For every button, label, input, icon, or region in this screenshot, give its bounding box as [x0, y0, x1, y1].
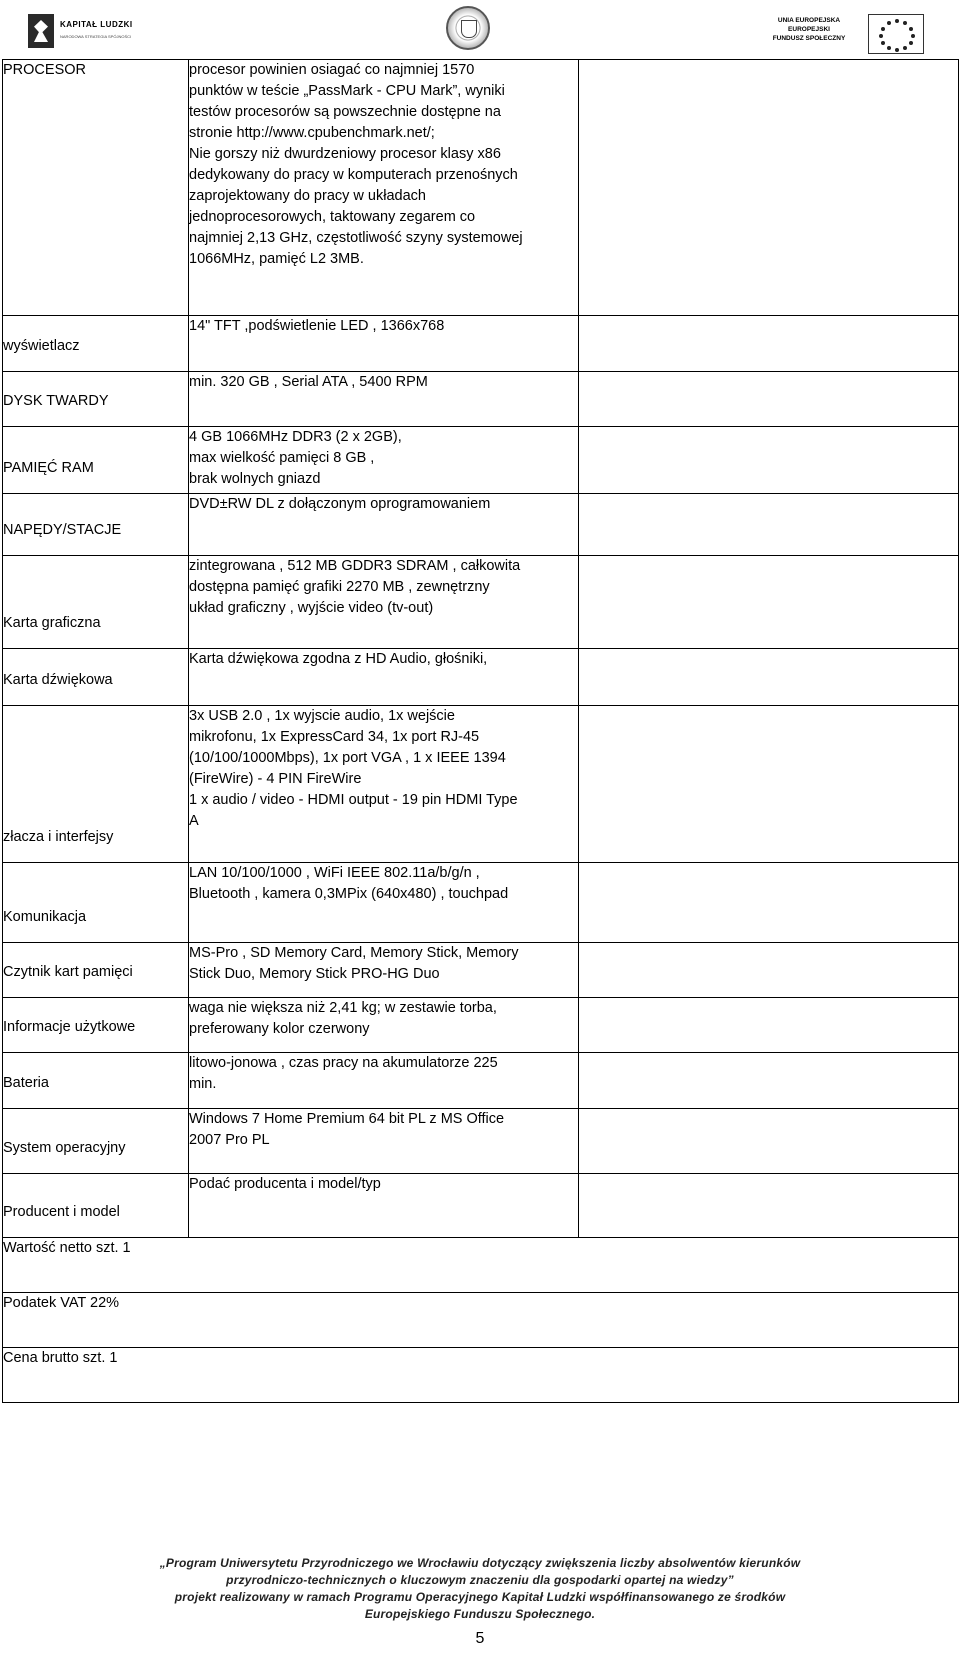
spec-value-line: 2007 Pro PL [189, 1132, 270, 1148]
spec-value [189, 863, 579, 943]
spec-value-line: 1066MHz, pamięć L2 3MB. [189, 251, 364, 267]
left-logo-subtitle: NARODOWA STRATEGIA SPÓJNOŚCI [60, 34, 132, 39]
spec-value-line: mikrofonu, 1x ExpressCard 34, 1x port RJ-45 [189, 729, 480, 745]
spec-label: PAMIĘĆ RAM [3, 427, 189, 494]
spec-value [189, 1174, 579, 1238]
spec-value [189, 427, 579, 494]
university-seal-icon [446, 6, 490, 50]
spec-label: Karta dźwiękowa [3, 649, 189, 706]
spec-value-line: Bluetooth , kamera 0,3MPix (640x480) , touchpad [189, 886, 509, 902]
spec-label: System operacyjny [3, 1109, 189, 1174]
summary-row [3, 1238, 959, 1293]
spec-value [189, 494, 579, 556]
offer-cell[interactable] [579, 427, 959, 494]
spec-label: złacza i interfejsy [3, 706, 189, 863]
summary-label: Wartość netto szt. 1 [3, 1240, 131, 1256]
kapital-ludzki-emblem-icon [28, 14, 54, 48]
spec-value-line: max wielkość pamięci 8 GB , [189, 450, 375, 466]
spec-label: Informacje użytkowe [3, 998, 189, 1053]
spec-row [3, 316, 959, 372]
offer-cell[interactable] [579, 316, 959, 372]
spec-value [189, 1109, 579, 1174]
summary-label: Podatek VAT 22% [3, 1295, 120, 1311]
offer-cell[interactable] [579, 706, 959, 863]
spec-value-line: 3x USB 2.0 , 1x wyjscie audio, 1x wejście [189, 708, 455, 724]
spec-row [3, 60, 959, 316]
spec-value-line: punktów w teście „PassMark - CPU Mark”, wyniki [189, 83, 505, 99]
spec-value-line: Windows 7 Home Premium 64 bit PL z MS Office [189, 1111, 505, 1127]
offer-cell[interactable] [579, 372, 959, 427]
spec-label: wyświetlacz [3, 316, 189, 372]
kapital-ludzki-logo [28, 14, 140, 52]
spec-label: Bateria [3, 1053, 189, 1109]
spec-value [189, 706, 579, 863]
spec-value-line: Podać producenta i model/typ [189, 1176, 381, 1192]
offer-cell[interactable] [579, 60, 959, 316]
spec-label: Czytnik kart pamięci [3, 943, 189, 998]
spec-row [3, 372, 959, 427]
spec-value-line: zintegrowana , 512 MB GDDR3 SDRAM , całkowita [189, 558, 521, 574]
summary-row [3, 1293, 959, 1348]
summary-label: Cena brutto szt. 1 [3, 1350, 118, 1366]
spec-row [3, 1109, 959, 1174]
spec-value-line: A [189, 813, 199, 829]
summary-row [3, 1348, 959, 1403]
spec-value-line: jednoprocesorowych, taktowany zegarem co [189, 209, 476, 225]
spec-value [189, 943, 579, 998]
spec-row [3, 1053, 959, 1109]
spec-value [189, 372, 579, 427]
footer-line: Europejskiego Funduszu Społecznego. [364, 1607, 596, 1621]
left-logo-title: KAPITAŁ LUDZKI [60, 20, 133, 29]
spec-row [3, 494, 959, 556]
spec-label: Komunikacja [3, 863, 189, 943]
spec-value-line: preferowany kolor czerwony [189, 1021, 370, 1037]
eu-logo-text: UNIA EUROPEJSKA EUROPEJSKI FUNDUSZ SPOŁECZNY [772, 17, 846, 42]
spec-value-line: najmniej 2,13 GHz, częstotliwość szyny systemowej [189, 230, 523, 246]
offer-cell[interactable] [579, 494, 959, 556]
summary-cell[interactable] [3, 1348, 959, 1403]
spec-row [3, 943, 959, 998]
spec-value [189, 1053, 579, 1109]
spec-value-line: Karta dźwiękowa zgodna z HD Audio, głośniki, [189, 651, 488, 667]
spec-value-line: testów procesorów są powszechnie dostępne na [189, 104, 501, 120]
spec-value-line: DVD±RW DL z dołączonym oprogramowaniem [189, 496, 491, 512]
spec-value [189, 316, 579, 372]
spec-value-line: min. 320 GB , Serial ATA , 5400 RPM [189, 374, 428, 390]
spec-label: NAPĘDY/STACJE [3, 494, 189, 556]
spec-row [3, 649, 959, 706]
eu-flag-icon [868, 14, 924, 54]
spec-value-line: Stick Duo, Memory Stick PRO-HG Duo [189, 966, 440, 982]
summary-cell[interactable] [3, 1238, 959, 1293]
spec-row [3, 427, 959, 494]
offer-cell[interactable] [579, 1053, 959, 1109]
spec-value-line: dostępna pamięć grafiki 2270 MB , zewnętrzny [189, 579, 490, 595]
spec-value [189, 649, 579, 706]
spec-value-line: procesor powinien osiagać co najmniej 1570 [189, 62, 475, 78]
offer-cell[interactable] [579, 998, 959, 1053]
footer-line: przyrodniczo-technicznych o kluczowym znaczeniu dla gospodarki opartej na wiedzy” [226, 1573, 734, 1587]
spec-value [189, 998, 579, 1053]
project-footer [40, 1555, 920, 1623]
spec-value-line: waga nie większa niż 2,41 kg; w zestawie torba, [189, 1000, 497, 1016]
spec-value-line: MS-Pro , SD Memory Card, Memory Stick, Memory [189, 945, 519, 961]
spec-row [3, 706, 959, 863]
spec-value-line: (10/100/1000Mbps), 1x port VGA , 1 x IEEE 1394 [189, 750, 506, 766]
spec-value-line: układ graficzny , wyjście video (tv-out) [189, 600, 434, 616]
spec-value-line: 4 GB 1066MHz DDR3 (2 x 2GB), [189, 429, 402, 445]
offer-cell[interactable] [579, 1109, 959, 1174]
specification-table [2, 59, 959, 1403]
spec-label: DYSK TWARDY [3, 372, 189, 427]
spec-row [3, 998, 959, 1053]
spec-value-line: brak wolnych gniazd [189, 471, 321, 487]
spec-value-line: dedykowany do pracy w komputerach przenośnych [189, 167, 518, 183]
spec-value-line: Nie gorszy niż dwurdzeniowy procesor klasy x86 [189, 146, 501, 162]
summary-cell[interactable] [3, 1293, 959, 1348]
footer-line: projekt realizowany w ramach Programu Operacyjnego Kapitał Ludzki współfinansowanego ze środków [174, 1590, 786, 1604]
spec-value-line: LAN 10/100/1000 , WiFi IEEE 802.11a/b/g/n , [189, 865, 480, 881]
spec-value-line: 1 x audio / video - HDMI output - 19 pin HDMI Type [189, 792, 518, 808]
spec-value-line: 14" TFT ,podświetlenie LED , 1366x768 [189, 318, 445, 334]
eu-logo [758, 14, 928, 54]
spec-label: Karta graficzna [3, 556, 189, 649]
spec-row [3, 863, 959, 943]
offer-cell[interactable] [579, 649, 959, 706]
spec-value [189, 556, 579, 649]
spec-value-line: stronie http://www.cpubenchmark.net/; [189, 125, 435, 141]
offer-cell[interactable] [579, 1174, 959, 1238]
spec-value-line: zaprojektowany do pracy w układach [189, 188, 426, 204]
footer-line: „Program Uniwersytetu Przyrodniczego we Wrocławiu dotyczący zwiększenia liczby absolwentów kierunków [159, 1556, 801, 1570]
spec-label: Producent i model [3, 1174, 189, 1238]
spec-value-line: (FireWire) - 4 PIN FireWire [189, 771, 362, 787]
spec-value [189, 60, 579, 316]
spec-label: PROCESOR [3, 60, 189, 316]
spec-value-line: litowo-jonowa , czas pracy na akumulatorze 225 [189, 1055, 498, 1071]
offer-cell[interactable] [579, 863, 959, 943]
spec-row [3, 556, 959, 649]
offer-cell[interactable] [579, 556, 959, 649]
offer-cell[interactable] [579, 943, 959, 998]
spec-value-line: min. [189, 1076, 217, 1092]
page-number: 5 [475, 1630, 485, 1647]
spec-row [3, 1174, 959, 1238]
